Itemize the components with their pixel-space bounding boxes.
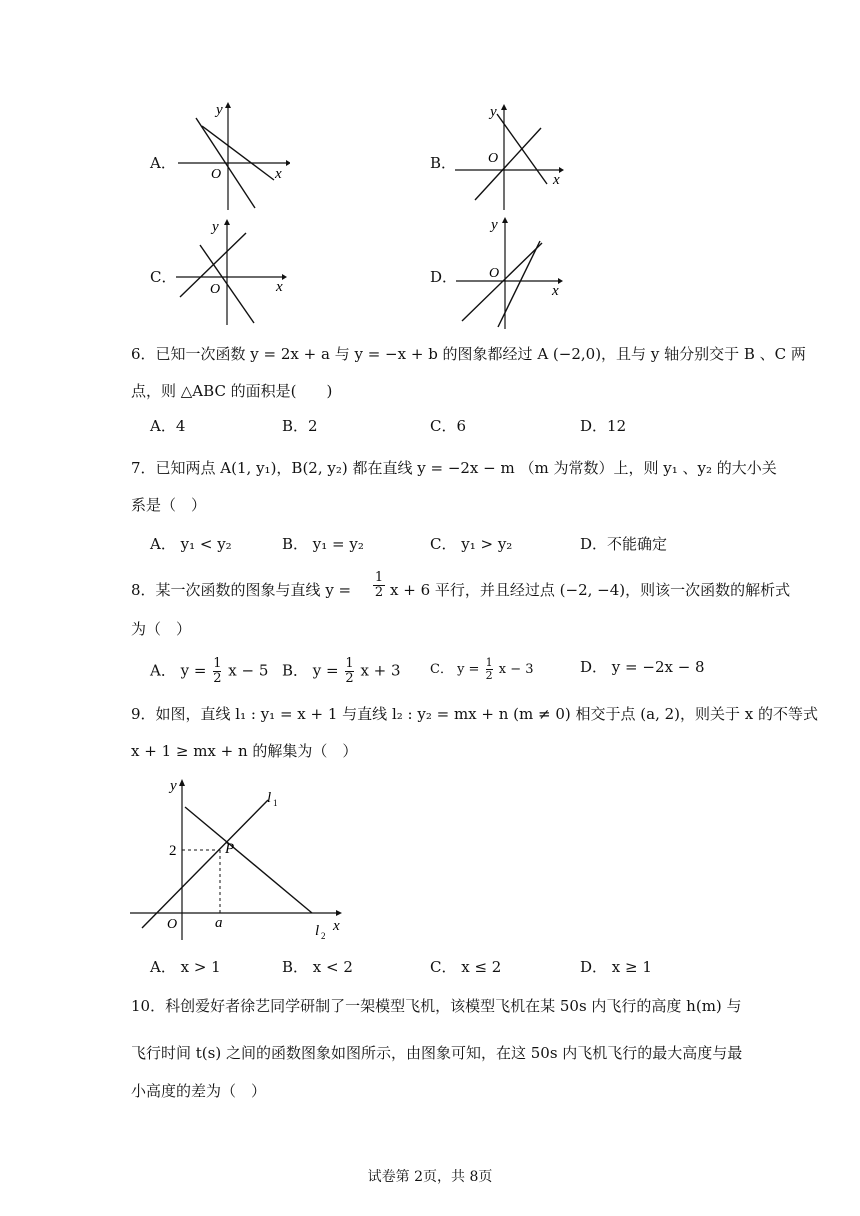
line-l1 bbox=[142, 800, 268, 928]
y-axis-arrow bbox=[501, 104, 507, 110]
q8-stem-line1-a: 8．某一次函数的图象与直线 y = bbox=[131, 581, 352, 599]
y-axis-arrow bbox=[502, 217, 508, 223]
q9-option-a: A． x > 1 bbox=[150, 958, 221, 976]
line-shallow bbox=[462, 243, 542, 321]
q9-stem-line1: 9．如图，直线 l₁ : y₁ = x + 1 与直线 l₂ : y₂ = mx + n (m ≠ 0) 相交于点 (a, 2)，则关于 x 的不等式 bbox=[131, 705, 818, 723]
fraction-denominator: 2 bbox=[485, 669, 493, 682]
q8-option-d: D． y = −2x − 8 bbox=[580, 658, 705, 676]
q5-option-c-label: C． bbox=[150, 268, 177, 286]
x-axis-arrow bbox=[286, 160, 290, 166]
q5-option-b-label: B． bbox=[430, 154, 457, 172]
q8-option-a-post: x − 5 bbox=[228, 661, 269, 680]
q8-option-b bbox=[282, 657, 401, 686]
q8-stem-line2: 为（ ） bbox=[131, 620, 192, 638]
y-tick-2: 2 bbox=[169, 843, 177, 859]
fraction-denominator: 2 bbox=[345, 671, 354, 686]
q6-option-b: B．2 bbox=[282, 417, 318, 435]
y-axis-arrow bbox=[225, 102, 231, 108]
line-steep bbox=[498, 241, 540, 327]
x-label: x bbox=[333, 918, 340, 934]
y-label: y bbox=[212, 219, 219, 235]
x-axis-arrow bbox=[336, 910, 342, 916]
fraction-numerator: 1 bbox=[345, 656, 354, 671]
x-label: x bbox=[275, 166, 282, 182]
a-label: a bbox=[215, 915, 223, 931]
q5-graph-b bbox=[455, 100, 567, 212]
line-increasing bbox=[475, 128, 541, 200]
fraction-denominator: 2 bbox=[374, 585, 384, 600]
origin-label: O bbox=[210, 282, 221, 297]
q8-option-c bbox=[430, 657, 534, 682]
q7-stem-line2: 系是（ ） bbox=[131, 496, 207, 514]
q7-option-c: C． y₁ > y₂ bbox=[430, 535, 513, 553]
q5-graph-c bbox=[176, 215, 288, 327]
fraction-numerator: 1 bbox=[213, 656, 222, 671]
origin-label: O bbox=[488, 151, 499, 166]
y-axis-arrow bbox=[179, 779, 185, 786]
q8-option-b-fraction bbox=[345, 657, 353, 686]
q9-stem-line2: x + 1 ≥ mx + n 的解集为（ ） bbox=[131, 742, 358, 760]
y-label: y bbox=[490, 104, 497, 120]
q8-option-a-pre: A． y = bbox=[150, 661, 207, 680]
y-label: y bbox=[170, 778, 177, 794]
x-label: x bbox=[553, 172, 560, 188]
q5-option-d-label: D． bbox=[430, 268, 458, 286]
q8-option-a bbox=[150, 657, 268, 686]
q8-option-b-post: x + 3 bbox=[360, 661, 401, 680]
page-footer: 试卷第 2页，共 8页 bbox=[367, 1169, 493, 1185]
fraction-denominator: 2 bbox=[213, 671, 222, 686]
q6-stem-line1: 6．已知一次函数 y = 2x + a 与 y = −x + b 的图象都经过 A (−2,0)，且与 y 轴分别交于 B 、C 两 bbox=[131, 345, 806, 363]
q5-option-a-label: A． bbox=[150, 154, 176, 172]
q5-graph-a bbox=[178, 100, 290, 212]
fraction-numerator: 1 bbox=[374, 570, 384, 585]
q7-option-d: D．不能确定 bbox=[580, 535, 668, 553]
q6-option-a: A．4 bbox=[150, 417, 186, 435]
q10-stem-line2: 飞行时间 t(s) 之间的函数图象如图所示，由图象可知，在这 50s 内飞机飞行的最大高度与最 bbox=[131, 1044, 743, 1062]
q8-option-b-pre: B． y = bbox=[282, 661, 339, 680]
q8-fraction bbox=[373, 571, 385, 600]
l1-label: l bbox=[267, 790, 272, 806]
q8-option-c-fraction bbox=[486, 657, 493, 682]
q8-option-a-fraction bbox=[213, 657, 221, 686]
x-label: x bbox=[552, 283, 559, 299]
q6-option-c: C．6 bbox=[430, 417, 467, 435]
q8-stem-line1-b: x + 6 平行，并且经过点 (−2, −4)，则该一次函数的解析式 bbox=[390, 581, 791, 599]
l2-subscript: 2 bbox=[321, 931, 326, 941]
q7-stem-line1: 7．已知两点 A(1, y₁)，B(2, y₂) 都在直线 y = −2x − m （m 为常数）上，则 y₁ 、y₂ 的大小关 bbox=[131, 459, 777, 477]
q10-stem-line1: 10．科创爱好者徐艺同学研制了一架模型飞机，该模型飞机在某 50s 内飞行的高度 h(m) 与 bbox=[131, 997, 742, 1015]
q6-stem-line2: 点，则 △ABC 的面积是( ) bbox=[131, 382, 333, 400]
q10-stem-line3: 小高度的差为（ ） bbox=[131, 1082, 267, 1100]
line-l2 bbox=[185, 807, 312, 913]
origin-label: O bbox=[211, 167, 222, 182]
q8-option-c-pre: C． y = bbox=[430, 662, 480, 677]
y-axis-arrow bbox=[224, 219, 230, 225]
point-p-label: P bbox=[225, 841, 235, 857]
l2-label: l bbox=[315, 923, 320, 939]
q9-graph bbox=[128, 772, 348, 944]
origin-label: O bbox=[167, 917, 178, 932]
y-label: y bbox=[491, 217, 498, 233]
q9-option-b: B． x < 2 bbox=[282, 958, 353, 976]
q8-option-c-post: x − 3 bbox=[498, 662, 534, 677]
q6-option-d: D．12 bbox=[580, 417, 627, 435]
l1-subscript: 1 bbox=[273, 798, 278, 808]
x-axis-arrow bbox=[282, 274, 287, 280]
q7-option-b: B． y₁ = y₂ bbox=[282, 535, 364, 553]
fraction-numerator: 1 bbox=[485, 656, 493, 669]
q9-option-d: D． x ≥ 1 bbox=[580, 958, 652, 976]
x-axis-arrow bbox=[559, 167, 564, 173]
q7-option-a: A． y₁ < y₂ bbox=[150, 535, 232, 553]
q9-option-c: C． x ≤ 2 bbox=[430, 958, 502, 976]
origin-label: O bbox=[489, 266, 500, 281]
q5-graph-d bbox=[456, 213, 568, 331]
x-axis-arrow bbox=[558, 278, 563, 284]
y-label: y bbox=[216, 102, 223, 118]
x-label: x bbox=[276, 279, 283, 295]
